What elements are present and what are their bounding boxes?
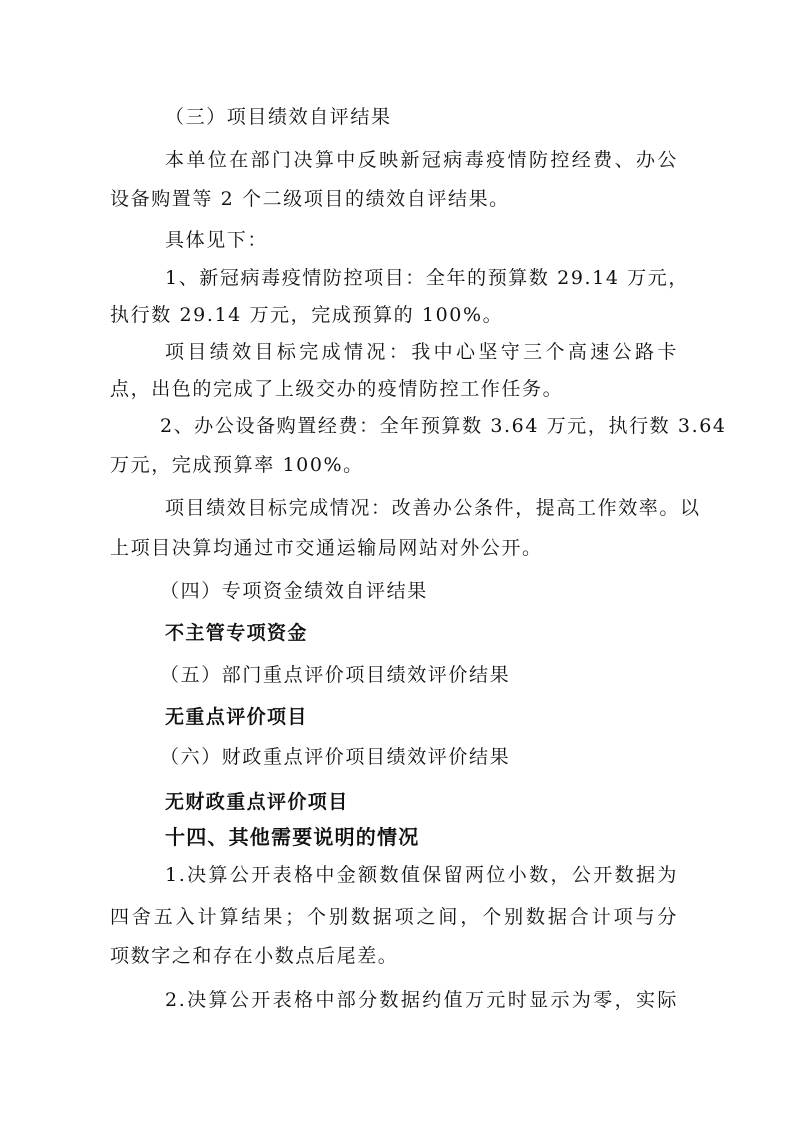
section-14-heading: 十四、其他需要说明的情况 bbox=[165, 825, 420, 849]
note-1-line-1: 1.决算公开表格中金额数值保留两位小数，公开数据为 bbox=[165, 864, 678, 886]
section-5-heading: （五）部门重点评价项目绩效评价结果 bbox=[160, 664, 511, 686]
item-1-line-1: 1、新冠病毒疫情防控项目：全年的预算数 29.14 万元， bbox=[165, 267, 689, 289]
item-2-goal-line-1: 项目绩效目标完成情况：改善办公条件，提高工作效率。以 bbox=[165, 497, 701, 519]
section-4-body: 不主管专项资金 bbox=[165, 622, 308, 644]
note-2-line-1: 2.决算公开表格中部分数据约值万元时显示为零，实际 bbox=[165, 989, 678, 1011]
section-3-detail-lead: 具体见下： bbox=[165, 229, 269, 251]
note-1-line-2: 四舍五入计算结果；个别数据项之间，个别数据合计项与分 bbox=[110, 906, 678, 928]
item-1-line-2: 执行数 29.14 万元，完成预算的 100%。 bbox=[110, 304, 504, 326]
section-3-heading: （三）项目绩效自评结果 bbox=[165, 106, 392, 128]
item-2-line-1: 2、办公设备购置经费：全年预算数 3.64 万元，执行数 3.64 bbox=[160, 415, 727, 437]
section-3-intro-line-2: 设备购置等 2 个二级项目的绩效自评结果。 bbox=[110, 188, 510, 210]
item-2-goal-line-2: 上项目决算均通过市交通运输局网站对外公开。 bbox=[110, 537, 543, 559]
note-1-line-3: 项数字之和存在小数点后尾差。 bbox=[110, 945, 399, 967]
item-2-line-2: 万元，完成预算率 100%。 bbox=[110, 454, 364, 476]
section-5-body: 无重点评价项目 bbox=[165, 706, 308, 728]
item-1-goal-line-1: 项目绩效目标完成情况：我中心坚守三个高速公路卡 bbox=[165, 341, 678, 363]
item-1-goal-line-2: 点，出色的完成了上级交办的疫情防控工作任务。 bbox=[110, 378, 564, 400]
section-6-heading: （六）财政重点评价项目绩效评价结果 bbox=[160, 746, 511, 768]
section-6-body: 无财政重点评价项目 bbox=[165, 791, 349, 813]
section-4-heading: （四）专项资金绩效自评结果 bbox=[160, 580, 428, 602]
section-3-intro-line-1: 本单位在部门决算中反映新冠病毒疫情防控经费、办公 bbox=[165, 149, 678, 171]
